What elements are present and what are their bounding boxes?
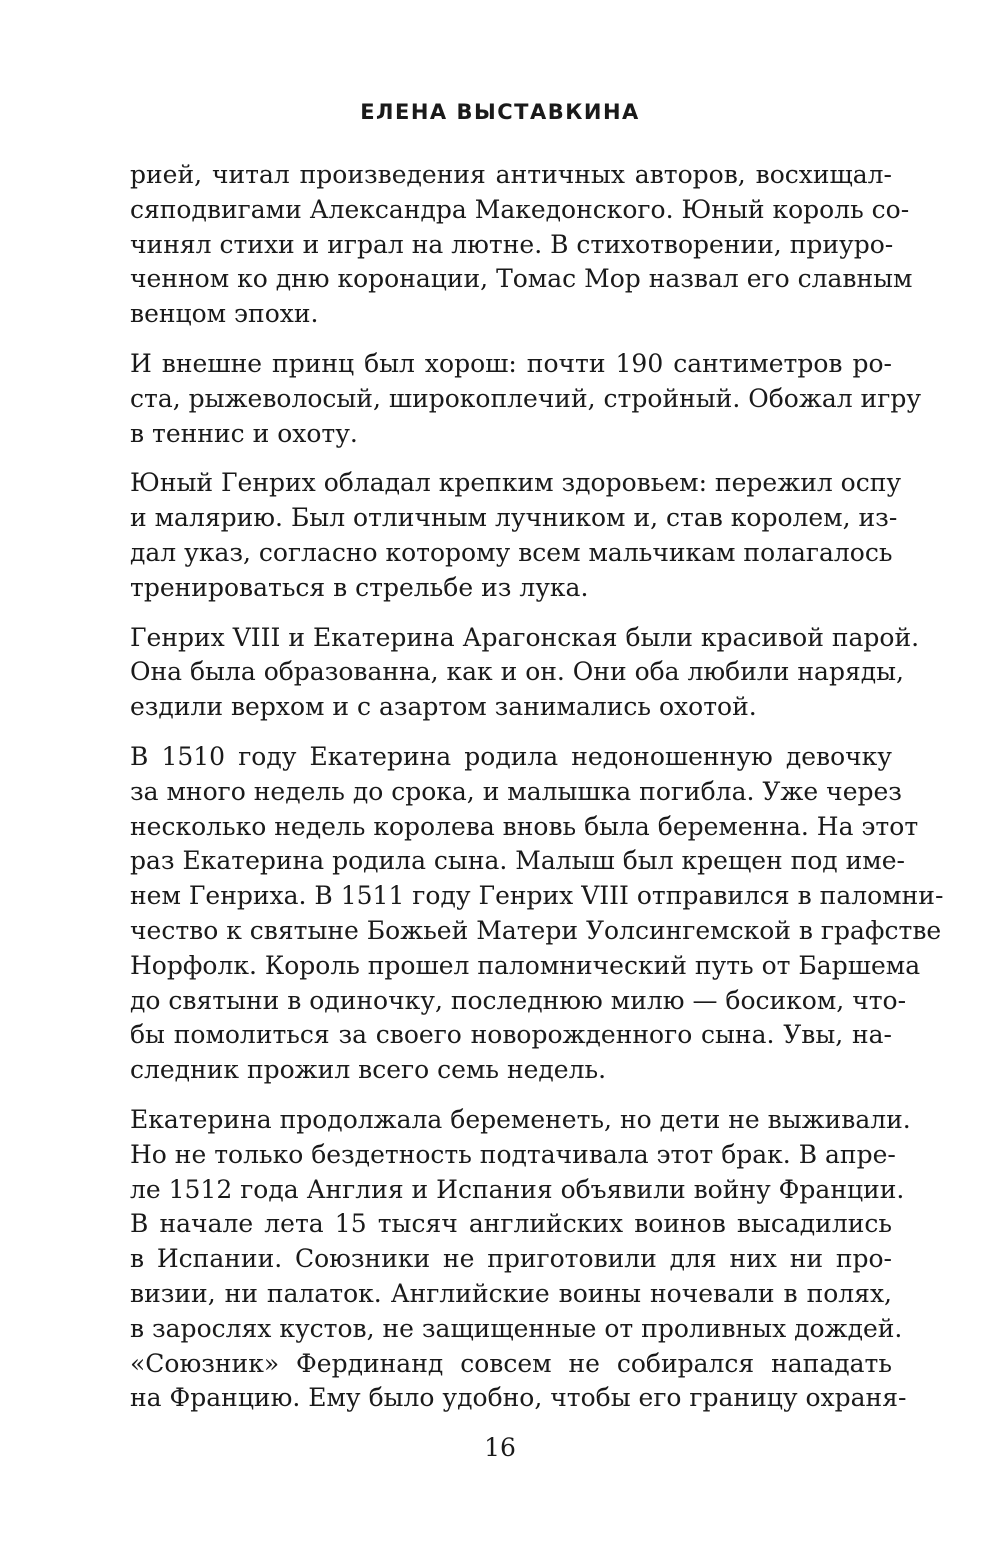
text-line: Екатерина продолжала беременеть, но дети не выживали. — [130, 1104, 911, 1134]
text-line: Она была образованна, как и он. Они оба любили наряды, — [130, 657, 904, 687]
text-line: в зарослях кустов, не защищенные от проливных дождей. — [130, 1313, 903, 1343]
text-line: рией, читал произведения античных авторов, восхищал- — [130, 160, 892, 189]
text-line: венцом эпохи. — [130, 299, 319, 329]
text-line: Генрих VIII и Екатерина Арагонская были красивой парой. — [130, 622, 920, 652]
body-text — [130, 158, 944, 1431]
paragraph — [130, 466, 902, 605]
text-line: чество к святыне Божьей Матери Уолсингемской в графстве — [130, 915, 942, 945]
text-line: ченном ко дню коронации, Томас Мор назвал его славным — [130, 264, 913, 294]
paragraph — [130, 1103, 911, 1416]
text-line: ездили верхом и с азартом занимались охотой. — [130, 692, 757, 722]
text-line: дал указ, согласно которому всем мальчикам полагалось — [130, 537, 893, 567]
text-line: нем Генриха. В 1511 году Генрих VIII отправился в паломни- — [130, 881, 944, 911]
text-line: раз Екатерина родила сына. Малыш был крещен под име- — [130, 846, 905, 876]
text-line: бы помолиться за своего новорожденного сына. Увы, на- — [130, 1020, 892, 1050]
text-line: на Францию. Ему было удобно, чтобы его границу охраня- — [130, 1383, 907, 1413]
paragraph — [130, 347, 922, 451]
text-line: тренироваться в стрельбе из лука. — [130, 572, 589, 602]
paragraph — [130, 740, 944, 1088]
text-line: сяподвигами Александра Македонского. Юный король со- — [130, 194, 910, 224]
text-line: несколько недель королева вновь была беременна. На этот — [130, 811, 919, 841]
text-line: в теннис и охоту. — [130, 418, 358, 448]
text-line: чинял стихи и играл на лютне. В стихотворении, приуро- — [130, 229, 894, 259]
text-line: ста, рыжеволосый, широкоплечий, стройный. Обожал игру — [130, 383, 922, 413]
text-line: И внешне принц был хорош: почти 190 сантиметров ро- — [130, 348, 892, 378]
text-line: В начале лета 15 тысяч английских воинов высадились — [130, 1209, 892, 1239]
paragraph — [130, 621, 920, 725]
running-head: ЕЛЕНА ВЫСТАВКИНА — [360, 100, 640, 124]
text-line: и малярию. Был отличным лучником и, став королем, из- — [130, 503, 898, 533]
text-line: до святыни в одиночку, последнюю милю — босиком, что- — [130, 985, 907, 1015]
text-line: ле 1512 года Англия и Испания объявили войну Франции. — [130, 1174, 905, 1204]
text-line: Норфолк. Король прошел паломнический путь от Баршема — [130, 950, 921, 980]
text-line: следник прожил всего семь недель. — [130, 1055, 607, 1085]
page-number: 16 — [484, 1433, 516, 1462]
text-line: визии, ни палаток. Английские воины ночевали в полях, — [130, 1278, 892, 1308]
text-line: В 1510 году Екатерина родила недоношенную девочку — [130, 741, 892, 771]
text-line: Но не только бездетность подтачивала этот брак. В апре- — [130, 1139, 896, 1169]
paragraph — [130, 158, 913, 332]
text-line: в Испании. Союзники не приготовили для них ни про- — [130, 1244, 892, 1274]
text-line: Юный Генрих обладал крепким здоровьем: пережил оспу — [130, 468, 902, 498]
text-line: за много недель до срока, и малышка погибла. Уже через — [130, 776, 902, 806]
text-line: «Союзник» Фердинанд совсем не собирался нападать — [130, 1348, 892, 1378]
